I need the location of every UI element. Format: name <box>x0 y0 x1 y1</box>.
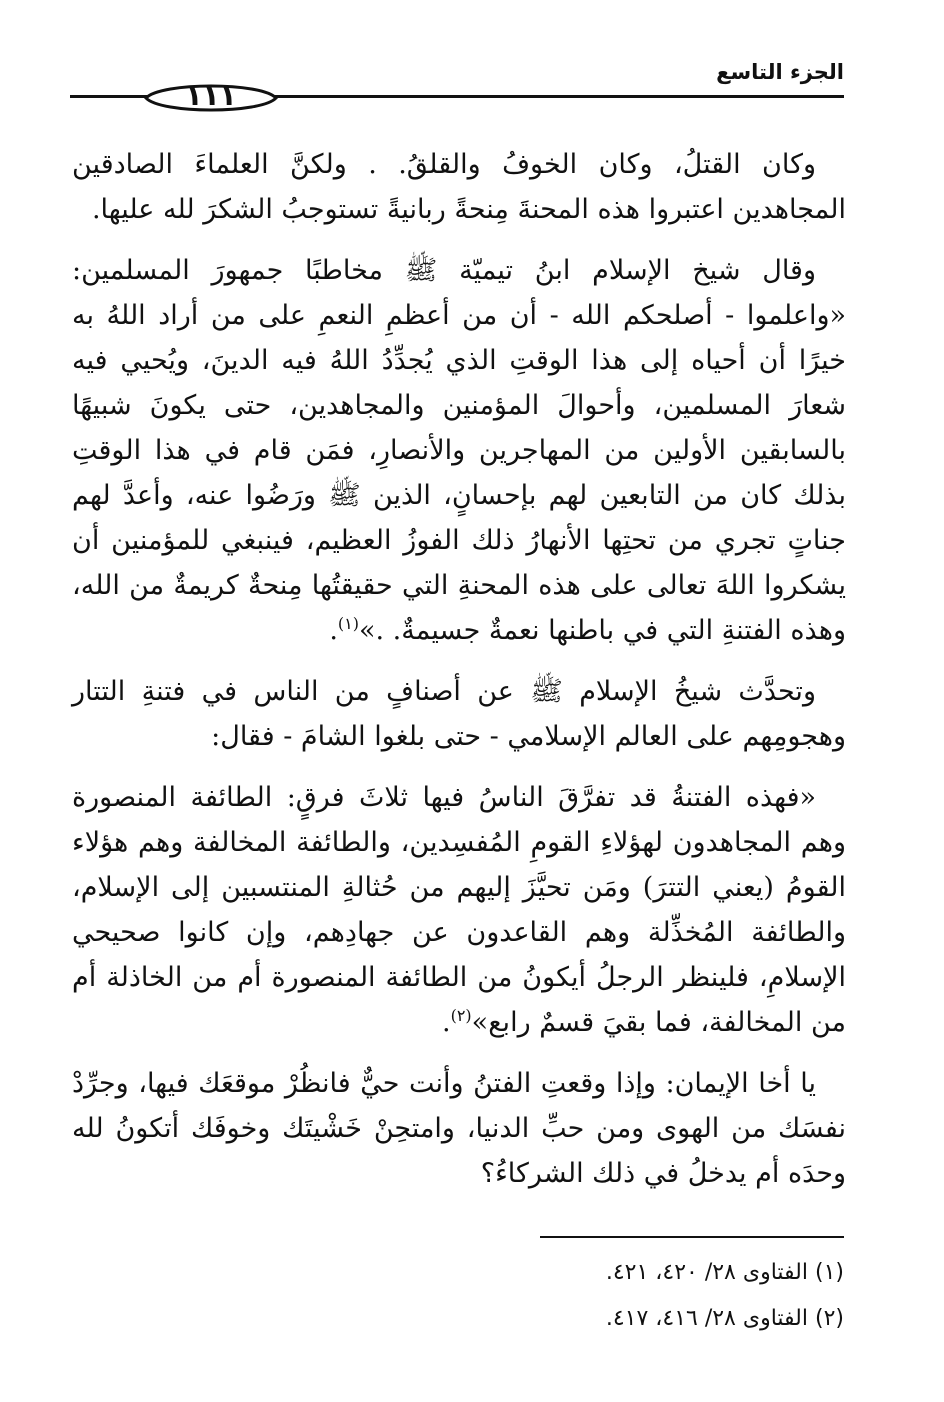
paragraph-4-end: . <box>441 1007 451 1038</box>
footnote-marker-2: (٢) <box>450 1006 472 1025</box>
paragraph-1: وكان القتلُ، وكان الخوفُ والقلقُ. . ولكنَّ العلماءَ الصادقين المجاهدين اعتبروا هذه المحنةَ مِنحةً ربانيةً تستوجبُ الشكرَ لله عليها. <box>72 149 846 225</box>
paragraph-2-end: . <box>329 615 338 646</box>
footnote-1: (١) الفتاوى ٢٨/ ٤٢٠، ٤٢١. <box>605 1260 844 1285</box>
footnote-marker-1: (١) <box>337 614 359 633</box>
paragraph-3: وتحدَّث شيخُ الإسلام ﷺ عن أصنافٍ من الناس في فتنةِ التتار وهجومِهم على العالم الإسلامي - حتى بلغوا الشامَ - فقال: <box>72 676 846 752</box>
running-title: الجزء التاسع <box>716 60 844 84</box>
paragraph-5: يا أخا الإيمان: وإذا وقعتِ الفتنُ وأنت حيٌّ فانظُرْ موقعَك فيها، وجرِّدْ نفسَك من الهوى ومن حبِّ الدنيا، وامتحِنْ خَشْيتَك وخوفَك أتكونُ لله وحدَه أم يدخلُ في ذلك الشركاءُ؟ <box>72 1068 846 1189</box>
page-header <box>70 52 844 112</box>
main-text <box>72 142 846 1212</box>
paragraph-2-text: وقال شيخ الإسلام ابنُ تيميّة ﷺ مخاطبًا جمهورَ المسلمين: «واعلموا - أصلحكم الله - أن من أعظمِ النعمِ على من أراد اللهُ به خيرًا أن أحياه إلى هذا الوقتِ الذي يُجدِّدُ اللهُ فيه الدينَ، ويُحيي فيه شعارَ المسلمين، وأحوالَ المؤمنين والمجاهدين، حتى يكونَ شبيهًا بالسابقين الأولين من المهاجرين والأنصارِ، فمَن قام في هذا الوقتِ بذلك كان من التابعين لهم بإحسانٍ، الذين ﷺ ورَضُوا عنه، وأعدَّ لهم جناتٍ تجري من تحتِها الأنهارُ ذلك الفوزُ العظيم، فينبغي للمؤمنين أن يشكروا اللهَ تعالى على هذه المحنةِ التي حقيقتُها مِنحةٌ كريمةٌ من الله، وهذه الفتنةِ التي في باطنها نعمةٌ جسيمةٌ. .» <box>72 255 846 646</box>
paragraph-4 <box>72 775 846 1045</box>
footnote-2: (٢) الفتاوى ٢٨/ ٤١٦، ٤١٧. <box>605 1306 844 1331</box>
footnote-rule <box>540 1236 844 1238</box>
page-number: ١١١ <box>185 79 237 112</box>
footnotes <box>400 1250 844 1342</box>
paragraph-4-text: «فهذه الفتنةُ قد تفرَّقَ الناسُ فيها ثلاثَ فرقٍ: الطائفة المنصورة وهم المجاهدون لهؤلاءِ القومِ المُفسِدين، والطائفة المخالفة وهم هؤلاء القومُ (يعني التترَ) ومَن تحيَّزَ إليهم من حُثالةِ المنتسبين إلى الإسلام، والطائفة المُخذِّلة وهم القاعدون عن جهادِهم، وإن كانوا صحيحي الإسلامِ، فلينظر الرجلُ أيكونُ من الطائفة المنصورة أم من الخاذلة أم من المخالفة، فما بقيَ قسمٌ رابع» <box>72 782 846 1038</box>
paragraph-2 <box>72 248 846 653</box>
